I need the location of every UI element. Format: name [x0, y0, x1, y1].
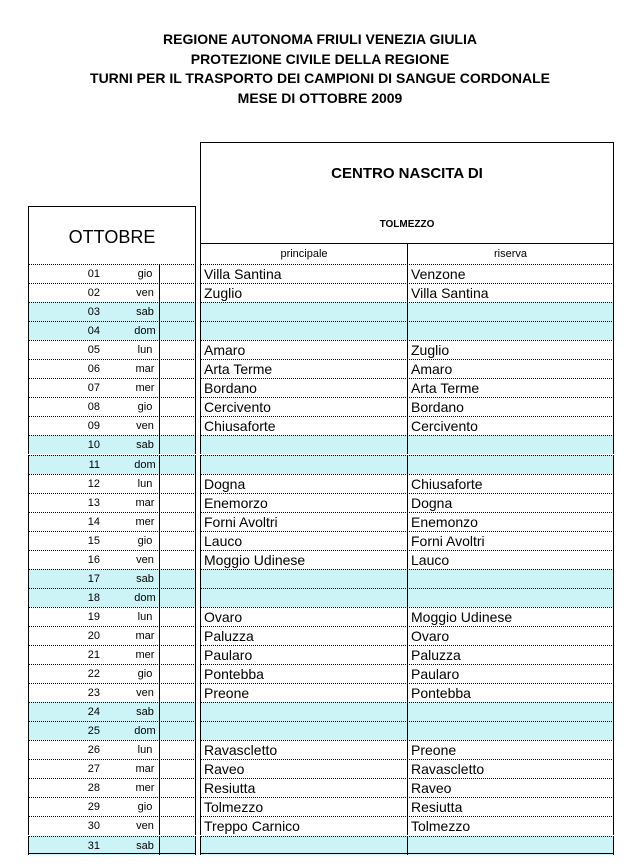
assignment-cell	[200, 645, 614, 664]
centro-city: TOLMEZZO	[379, 219, 435, 230]
header-line-protezione: PROTEZIONE CIVILE DELLA REGIONE	[190, 50, 450, 67]
column-header-riserva: riserva	[493, 248, 527, 260]
cell-divider	[407, 779, 408, 797]
principale-value: Enemorzo	[204, 494, 268, 511]
table-row	[0, 359, 640, 378]
table-row	[0, 836, 640, 855]
assignment-cell	[200, 607, 614, 626]
date-cell	[28, 664, 196, 683]
weekday-label: mar	[135, 763, 155, 776]
weekday-label: dom	[134, 458, 156, 471]
assignment-cell	[200, 626, 614, 645]
principale-value: Arta Terme	[204, 361, 273, 378]
date-cell	[28, 607, 196, 626]
day-number: 20	[87, 629, 100, 642]
day-number: 19	[87, 610, 100, 623]
riserva-value: Cercivento	[411, 418, 478, 435]
table-row	[0, 778, 640, 797]
table-row	[0, 435, 640, 454]
cell-divider	[407, 684, 408, 702]
assignment-cell	[200, 664, 614, 683]
day-number: 24	[87, 706, 100, 719]
day-number: 22	[87, 668, 100, 681]
weekday-label: mer	[135, 649, 155, 661]
day-number: 15	[87, 534, 100, 547]
assignment-cell	[200, 321, 614, 340]
riserva-value: Zuglio	[411, 342, 450, 359]
weekday-label: gio	[137, 268, 153, 280]
date-cell	[28, 569, 196, 588]
assignment-cell	[200, 264, 614, 283]
table-row	[0, 378, 640, 397]
weekday-label: mar	[135, 496, 155, 509]
assignment-cell	[200, 836, 614, 855]
assignment-cell	[200, 378, 614, 397]
date-cell	[28, 702, 196, 721]
cell-divider	[407, 703, 408, 721]
assignment-cell	[200, 283, 614, 302]
weekday-label: lun	[137, 744, 153, 757]
weekday-label: lun	[137, 610, 153, 623]
assignment-cell	[200, 493, 614, 512]
cell-divider	[407, 608, 408, 626]
day-number: 13	[87, 496, 100, 509]
day-number: 14	[87, 515, 100, 528]
date-cell	[28, 340, 196, 359]
table-row	[0, 569, 640, 588]
cell-divider	[407, 322, 408, 340]
principale-value: Amaro	[204, 342, 246, 359]
weekday-label: ven	[136, 420, 154, 433]
riserva-value: Dogna	[411, 494, 453, 511]
riserva-value: Paluzza	[411, 647, 461, 663]
assignment-cell	[200, 359, 614, 378]
assignment-cell	[200, 588, 614, 607]
weekday-label: dom	[134, 325, 156, 338]
table-row	[0, 740, 640, 759]
riserva-value: Resiutta	[411, 799, 463, 816]
cell-divider	[407, 646, 408, 664]
cell-divider	[407, 360, 408, 378]
cell-divider	[407, 303, 408, 321]
assignment-cell	[200, 512, 614, 531]
day-number: 07	[87, 382, 100, 395]
cell-divider	[407, 760, 408, 778]
table-row	[0, 283, 640, 302]
date-cell	[28, 283, 196, 302]
day-number: 23	[87, 687, 100, 700]
table-row	[0, 816, 640, 835]
riserva-value: Paularo	[411, 666, 460, 683]
table-row	[0, 550, 640, 569]
day-number: 31	[87, 839, 100, 852]
assignment-cell	[200, 759, 614, 778]
assignment-cell	[200, 740, 614, 759]
assignment-cell	[200, 550, 614, 569]
principale-value: Cercivento	[204, 399, 271, 416]
riserva-value: Pontebba	[411, 685, 471, 702]
weekday-label: dom	[134, 725, 156, 738]
table-row	[0, 702, 640, 721]
cell-divider	[407, 551, 408, 569]
date-cell	[28, 397, 196, 416]
riserva-value: Bordano	[411, 399, 464, 416]
table-bottom-border-left	[28, 853, 196, 854]
cell-divider	[407, 379, 408, 397]
table-row	[0, 493, 640, 512]
principale-value: Dogna	[204, 475, 246, 492]
principale-value: Lauco	[204, 532, 243, 549]
table-row	[0, 302, 640, 321]
day-number: 12	[87, 477, 100, 490]
principale-value: Zuglio	[204, 285, 243, 302]
principale-value: Pontebba	[204, 666, 264, 683]
date-cell	[28, 683, 196, 702]
weekday-label: sab	[136, 839, 154, 852]
centro-header-cell	[200, 142, 614, 265]
riserva-value: Tolmezzo	[411, 818, 471, 835]
day-number: 29	[87, 801, 100, 814]
table-row	[0, 340, 640, 359]
table-row	[0, 588, 640, 607]
riserva-value: Preone	[411, 742, 457, 759]
principale-value: Ravascletto	[204, 742, 278, 759]
date-cell	[28, 550, 196, 569]
month-header-cell	[28, 206, 196, 265]
column-subheader	[201, 243, 613, 266]
table-row	[0, 264, 640, 283]
weekday-label: ven	[136, 820, 154, 833]
principale-value: Paluzza	[204, 627, 254, 644]
weekday-label: ven	[136, 287, 154, 300]
weekday-label: gio	[137, 668, 153, 681]
day-number: 04	[87, 325, 100, 338]
riserva-value: Arta Terme	[411, 380, 480, 397]
assignment-cell	[200, 816, 614, 835]
day-number: 27	[87, 763, 100, 776]
day-number: 26	[87, 744, 100, 757]
assignment-cell	[200, 340, 614, 359]
cell-divider	[407, 436, 408, 454]
assignment-cell	[200, 397, 614, 416]
cell-divider	[407, 589, 408, 607]
principale-value: Preone	[204, 685, 250, 702]
cell-divider	[407, 817, 408, 835]
riserva-value: Raveo	[411, 780, 452, 797]
date-cell	[28, 435, 196, 454]
principale-value: Resiutta	[204, 780, 256, 797]
weekday-label: lun	[137, 477, 153, 490]
principale-value: Paularo	[204, 647, 253, 663]
assignment-cell	[200, 302, 614, 321]
date-cell	[28, 416, 196, 435]
day-number: 18	[87, 591, 100, 604]
principale-value: Villa Santina	[204, 266, 282, 282]
riserva-value: Ovaro	[411, 627, 450, 644]
table-row	[0, 607, 640, 626]
riserva-value: Moggio Udinese	[411, 608, 513, 625]
assignment-cell	[200, 531, 614, 550]
weekday-label: lun	[137, 344, 153, 357]
assignment-cell	[200, 455, 614, 474]
riserva-value: Amaro	[411, 361, 453, 378]
weekday-label: sab	[136, 306, 154, 319]
day-number: 16	[87, 553, 100, 566]
principale-value: Forni Avoltri	[204, 513, 278, 530]
month-label: OTTOBRE	[68, 227, 156, 247]
assignment-cell	[200, 683, 614, 702]
table-row	[0, 797, 640, 816]
assignment-cell	[200, 721, 614, 740]
table-row	[0, 683, 640, 702]
date-cell	[28, 721, 196, 740]
cell-divider	[407, 570, 408, 588]
riserva-value: Ravascletto	[411, 761, 485, 778]
day-number: 25	[87, 725, 100, 738]
cell-divider	[407, 398, 408, 416]
date-cell	[28, 836, 196, 855]
principale-value: Ovaro	[204, 608, 243, 625]
column-header-principale: principale	[280, 248, 328, 260]
weekday-label: dom	[134, 591, 156, 604]
table-row	[0, 531, 640, 550]
cell-divider	[407, 494, 408, 512]
table-row	[0, 759, 640, 778]
date-cell	[28, 797, 196, 816]
weekday-label: sab	[136, 572, 154, 585]
day-number: 05	[87, 344, 100, 357]
date-cell	[28, 645, 196, 664]
date-cell	[28, 378, 196, 397]
table-row	[0, 645, 640, 664]
table-row	[0, 664, 640, 683]
table-row	[0, 416, 640, 435]
day-number: 28	[87, 782, 100, 795]
riserva-value: Enemonzo	[411, 513, 478, 530]
day-number: 06	[87, 363, 100, 376]
cell-divider	[407, 456, 408, 474]
centro-label: CENTRO NASCITA DI	[331, 165, 483, 182]
assignment-cell	[200, 778, 614, 797]
day-number: 21	[87, 649, 100, 661]
assignment-cell	[200, 569, 614, 588]
day-number: 11	[88, 458, 100, 471]
table-row	[0, 321, 640, 340]
assignment-cell	[200, 474, 614, 493]
cell-divider	[407, 513, 408, 531]
day-number: 17	[87, 572, 100, 585]
date-cell	[28, 321, 196, 340]
date-cell	[28, 455, 196, 474]
cell-divider	[407, 627, 408, 645]
weekday-label: gio	[137, 534, 153, 547]
cell-divider	[407, 798, 408, 816]
weekday-label: gio	[137, 801, 153, 814]
cell-divider	[407, 475, 408, 493]
cell-divider	[407, 417, 408, 435]
cell-divider	[407, 265, 408, 283]
day-number: 03	[87, 306, 100, 319]
date-cell	[28, 759, 196, 778]
cell-divider	[407, 741, 408, 759]
table-row	[0, 512, 640, 531]
assignment-cell	[200, 797, 614, 816]
day-number: 10	[87, 439, 100, 452]
weekday-label: ven	[136, 687, 154, 700]
principale-value: Raveo	[204, 761, 245, 778]
weekday-label: mar	[135, 363, 155, 376]
date-cell	[28, 512, 196, 531]
header-line-mese: MESE DI OTTOBRE 2009	[237, 89, 403, 106]
table-row	[0, 397, 640, 416]
riserva-value: Villa Santina	[411, 285, 489, 302]
date-cell	[28, 778, 196, 797]
cell-divider	[407, 341, 408, 359]
date-cell	[28, 493, 196, 512]
date-cell	[28, 740, 196, 759]
riserva-value: Forni Avoltri	[411, 532, 485, 549]
weekday-label: ven	[136, 553, 154, 566]
date-cell	[28, 264, 196, 283]
cell-divider	[407, 284, 408, 302]
table-bottom-border-right	[200, 853, 614, 854]
date-cell	[28, 359, 196, 378]
weekday-label: mar	[135, 629, 155, 642]
header-line-turni: TURNI PER IL TRASPORTO DEI CAMPIONI DI SANGUE CORDONALE	[90, 70, 550, 86]
table-row	[0, 455, 640, 474]
date-cell	[28, 588, 196, 607]
riserva-value: Venzone	[411, 266, 466, 282]
table-row	[0, 721, 640, 740]
day-number: 08	[87, 401, 100, 414]
principale-value: Moggio Udinese	[204, 551, 306, 568]
date-cell	[28, 302, 196, 321]
assignment-cell	[200, 435, 614, 454]
cell-divider	[407, 665, 408, 683]
day-number: 09	[87, 420, 100, 433]
principale-value: Bordano	[204, 380, 257, 397]
date-cell	[28, 474, 196, 493]
header-line-region: REGIONE AUTONOMA FRIULI VENEZIA GIULIA	[163, 31, 477, 47]
cell-divider	[407, 837, 408, 855]
cell-divider	[407, 532, 408, 550]
weekday-label: sab	[136, 706, 154, 719]
date-cell	[28, 531, 196, 550]
day-number: 30	[87, 820, 100, 833]
cell-divider	[407, 722, 408, 740]
riserva-value: Lauco	[411, 551, 450, 568]
assignment-cell	[200, 702, 614, 721]
assignment-cell	[200, 416, 614, 435]
weekday-label: sab	[136, 439, 154, 452]
day-number: 01	[87, 268, 100, 280]
weekday-label: mer	[135, 782, 155, 795]
table-row	[0, 474, 640, 493]
riserva-value: Chiusaforte	[411, 475, 483, 492]
date-cell	[28, 816, 196, 835]
document-header	[0, 30, 640, 108]
weekday-label: gio	[137, 401, 153, 414]
principale-value: Tolmezzo	[204, 799, 264, 816]
principale-value: Treppo Carnico	[204, 818, 300, 835]
principale-value: Chiusaforte	[204, 418, 276, 435]
date-cell	[28, 626, 196, 645]
table-row	[0, 626, 640, 645]
weekday-label: mer	[135, 382, 155, 395]
day-number: 02	[87, 287, 100, 300]
weekday-label: mer	[135, 515, 155, 528]
